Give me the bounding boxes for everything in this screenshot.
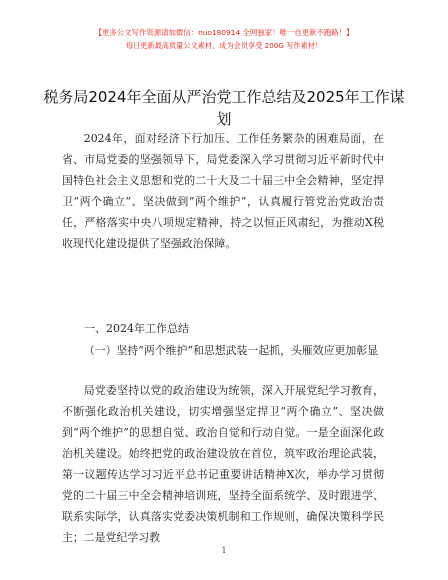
document-title: 税务局2024年全面从严治党工作总结及2025年工作谋划 <box>43 88 405 128</box>
intro-paragraph: 2024年，面对经济下行加压、工作任务繁杂的困难局面，在省、市局党委的坚强领导下，局党委深入学习贯彻习近平新时代中国特色社会主义思想和党的二十大及二十届三中全会精神，坚定捍卫“两个确立”、坚决做到“两个维护”，认真履行管党治党政治责任，严格落实中央八项规定精神，持之以恒正风肃纪，为推动X税收现代化建设提供了坚强政治保障。 <box>62 132 384 250</box>
promo-banner-line-2: 每日更新最高质量公文素材，成为会员享受 200G 写作素材！ <box>125 41 323 50</box>
section-heading: 一、2024年工作总结 <box>84 322 189 335</box>
page-number: 1 <box>221 546 227 555</box>
promo-banner-line-1: 【更多公文写作资源请加微信：nuo180914 全网独家！唯一自更新不跑路！】 <box>94 28 354 37</box>
subsection-heading: （一）坚持“两个维护”和思想武装一起抓，头雁效应更加彰显 <box>83 344 379 357</box>
body-paragraph: 局党委坚持以党的政治建设为统领，深入开展党纪学习教育，不断强化政治机关建设，切实增强坚定捍卫“两个确立”、坚决做到“两个维护”的思想自觉、政治自觉和行动自觉。一是全面深化政治机关建设。始终把党的政治建设放在首位，筑牢政治理论武装，第一议题传达学习习近平总书记重要讲话精神X次，举办学习贯彻党的二十届三中全会精神培训班，坚持全面系统学、及时跟进学、联系实际学，认真落实党委决策机制和工作规则，确保决策科学民主；二是党纪学习教 <box>62 384 384 544</box>
